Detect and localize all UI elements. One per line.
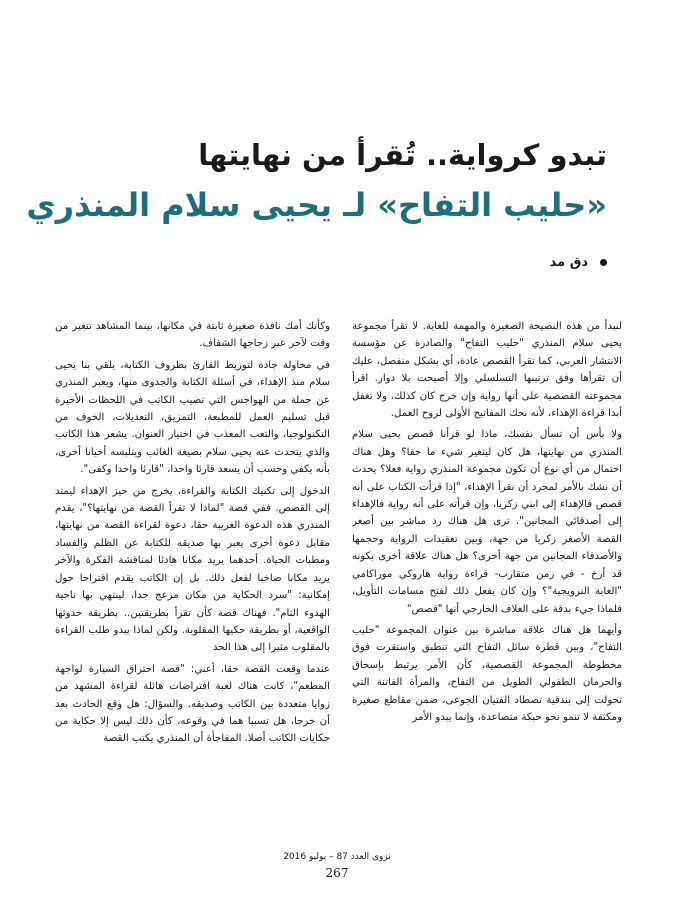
- article-column-right: [352, 318, 622, 840]
- article-headline: «حليب التفاح» لـ يحيى سلام المنذري: [26, 186, 607, 224]
- byline: [307, 255, 607, 270]
- author-name: دق مد: [549, 255, 588, 270]
- article-kicker: تبدو كرواية.. تُقرأ من نهايتها: [198, 138, 607, 172]
- paragraph: عندما وقعت القصة حقا، أعني: "قصة احتراق السيارة لواجهة المطعم"، كانت هناك لعبة افتراضات هائلة لقراءة المشهد من زوايا متعددة بين الكاتب وصديقه. والسؤال: هل وقع الحادث بعد أن خرجا، هل تسببا هما في وقوعه، كأن ذلك ليس إلا حكاية من حكايات الكاتب أصلا. المفاجأة أن المنذري يكتب القصة: [55, 663, 330, 745]
- page-number: 267: [325, 866, 349, 880]
- paragraph: وكأنك أمك نافذة صغيرة ثابتة في مكانها، بينما المشاهد تتغير من وقت لآخر عبر زجاجها الشفاف.: [55, 321, 330, 350]
- article-column-left: [55, 318, 330, 840]
- paragraph: الدخول إلى تكنيك الكتابة والقراءة، يخرج من حيز الإهداء ليمتد إلى القصص. ففي قصة "لماذا لا تقرأ القصة من نهايتها؟"، يقدم المنذري هذه الدعوة الغريبة حقا، دعوة لقراءة القصة من نهايتها، مقابل دعوة أخرى يعبر بها صديقه للكتابة عن الظلم والفساد ومطبات الحياة. أحدهما يريد مكانا هادئا لمناقشة الفكرة والآخر يريد مكانا صاخبا لفعل ذلك. بل إن الكاتب يقدم اقتراحا حول إمكانية: "سرد الحكاية من مكان مزعج جدا، لينتهي بها ناحية الهدوء التام". فهناك قصة كأن تقرأ بطريقتين.. بطريقة حدوثها الواقعية، أو بطريقة حكيها المقلوبة. ولكن لماذا يبدو طلب القراءة بالمقلوب مثيرا إلى هذا الحد: [55, 485, 330, 654]
- paragraph: لنبدأ من هذه النصيحة الصغيرة والمهمة للغاية. لا تقرأ مجموعة يحيى سلام المنذري "حليب التفاح" والصادرة عن مؤسسة الانتشار العربي، كما تقرأ القصص عادة، أي بشكل منفصل، عليك أن تقرأها وفق ترتيبها التسلسلي وإلا أصبحت بلا دوار. اقرأ مجموعته القصصية على أنها رواية وإن خرج كان كذلك، ولا تغفل أبدا قراءة الإهداء، لأنه نحك المفاتيح الأولى لروح العمل.: [352, 321, 622, 420]
- bullet-icon: [600, 259, 607, 266]
- paragraph: وأيهما هل هناك علاقة مباشرة بين عنوان المجموعة "حليب التفاح"، وبين قطرة سائل التفاح التي تنطبق واستقرت فوق مخطوطة المجموعة القصصية، كأن الأمر يرتبط بإسحاق والحرمان الطفولي الطويل من التفاح، والمرأة الفاتنة التي تحولت إلى بندقية تصطاد الفتيان الجوعى، ضمن مقاطع صغيرة ومكثفة لا تنمو نحو حبكة متصاعدة، وإنما يبدو الأمر: [352, 624, 622, 723]
- paragraph: ولا بأس أن تسأل نفسك، ماذا لو قرأنا قصص يحيى سلام المنذري من نهايتها، هل كان ليتغير شيء ما حقا؟ وهل هناك احتمال من أي نوع أن تكون مجموعة المنذري رواية فعلا؟ يحدث أن نشك بالأمر لمجرد أن نقرأ الإهداء، "إذا قرأت الكتاب على أنه قصص فالإهداء إلى ابني زكريا، وإن قرأته على أنه رواية فالإهداء إلى أصدقائي المجانين". ترى هل هناك رد مباشر بين أصغر القصة الأصغر زكريا من جهة، وبين تعقيدات الرواية وحجمها والأصدقاء المجانين من جهة أخرى؟ هل هناك علاقة أخرى بكونه قد أرخ - في زمن متقارب- قراءة رواية هاروكي موراكامي "الغابة النرويجية"؟ وإن كان يفعل ذلك لفتح مسامات التأويل، فلماذا جيء بدقة على الغلاف الخارجي أنها "قصص": [352, 429, 622, 615]
- paragraph: في محاولة جادة لتوريط القارئ بظروف الكتابة، يلقي بنا يحيى سلام منذ الإهداء، في أسئلة الكتابة والجدوى منها، ويعبر المنذري عن جملة من الهواجس التي تصيب الكاتب في اللحظات الأخيرة قبل تسليم العمل للمطبعة، التمزيق، التعديلات، الخوف من التكنولوجيا، والتعب المعذب في اختيار العنوان. يشعر هذا الكاتب والذي يتحدث عنه يحيى سلام بصيغة الغائب ويتلبسه أحيانا أخرى، بأنه يكفي وحسب أن يسعد قارئا واحدا، "قارئا واحدا وكفى".: [55, 359, 330, 476]
- issue-footer: نزوى العدد 87 – يوليو 2016: [283, 852, 391, 862]
